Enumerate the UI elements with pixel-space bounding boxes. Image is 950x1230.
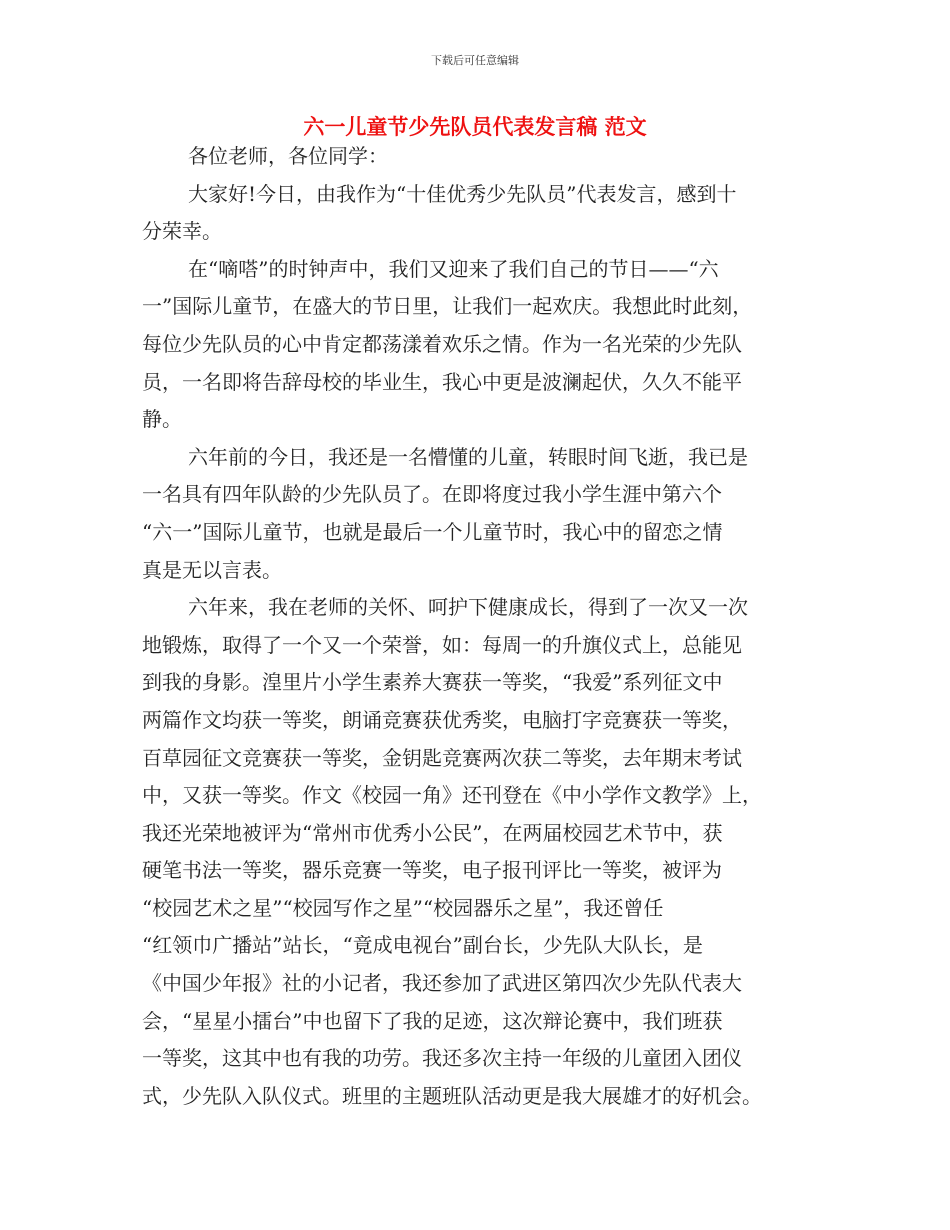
body-line: 大家好!今日，由我作为“十佳优秀少先队员”代表发言，感到十 [188,181,737,206]
body-line: 《中国少年报》社的小记者，我还参加了武进区第四次少先队代表大 [142,971,742,996]
body-line: 两篇作文均获一等奖，朗诵竞赛获优秀奖，电脑打字竞赛获一等奖， [142,707,742,732]
body-line: 静。 [142,407,182,432]
body-line: “校园艺术之星”“校园写作之星”“校园器乐之星”，我还曾任 [142,895,664,920]
body-line: 我还光荣地被评为“常州市优秀小公民”，在两届校园艺术节中，获 [142,820,723,845]
body-line: 六年来，我在老师的关怀、呵护下健康成长，得到了一次又一次 [188,595,748,620]
body-line: 真是无以言表。 [142,557,282,582]
body-line: 每位少先队员的心中肯定都荡漾着欢乐之情。作为一名光荣的少先队 [142,331,742,356]
document-title: 六一儿童节少先队员代表发言稿 范文 [303,115,647,139]
body-line: 分荣幸。 [142,219,222,244]
body-line: 各位老师，各位同学： [188,144,388,168]
body-line: 一”国际儿童节，在盛大的节日里，让我们一起欢庆。我想此时此刻， [142,294,753,319]
body-line: 地锻炼，取得了一个又一个荣誉，如：每周一的升旗仪式上，总能见 [142,632,742,657]
body-line: 一等奖，这其中也有我的功劳。我还多次主持一年级的儿童团入团仪 [142,1046,742,1071]
body-line: 中，又获一等奖。作文《校园一角》还刊登在《中小学作文教学》上， [142,783,762,808]
body-line: 到我的身影。湟里片小学生素养大赛获一等奖，“我爱”系列征文中 [142,670,723,695]
body-line: 在“嘀嗒”的时钟声中，我们又迎来了我们自己的节日——“六 [188,256,719,281]
document-body [142,138,812,1115]
body-line: 百草园征文竞赛获一等奖，金钥匙竞赛两次获二等奖，去年期末考试 [142,745,742,770]
body-line: 一名具有四年队龄的少先队员了。在即将度过我小学生涯中第六个 [142,482,722,507]
body-line: 六年前的今日，我还是一名懵懂的儿童，转眼时间飞逝，我已是 [188,444,748,469]
body-line: “红领巾广播站”站长，“竟成电视台”副台长，少先队大队长，是 [142,933,703,958]
body-line: 员，一名即将告辞母校的毕业生，我心中更是波澜起伏，久久不能平 [142,369,742,394]
body-line: 式，少先队入队仪式。班里的主题班队活动更是我大展雄才的好机会。 [142,1083,762,1108]
header-note: 下载后可任意编辑 [431,54,519,67]
body-line: 硬笔书法一等奖，器乐竞赛一等奖，电子报刊评比一等奖，被评为 [142,858,722,883]
body-line: “六一”国际儿童节，也就是最后一个儿童节时，我心中的留恋之情 [142,519,723,544]
body-line: 会，“星星小擂台”中也留下了我的足迹，这次辩论赛中，我们班获 [142,1008,723,1033]
